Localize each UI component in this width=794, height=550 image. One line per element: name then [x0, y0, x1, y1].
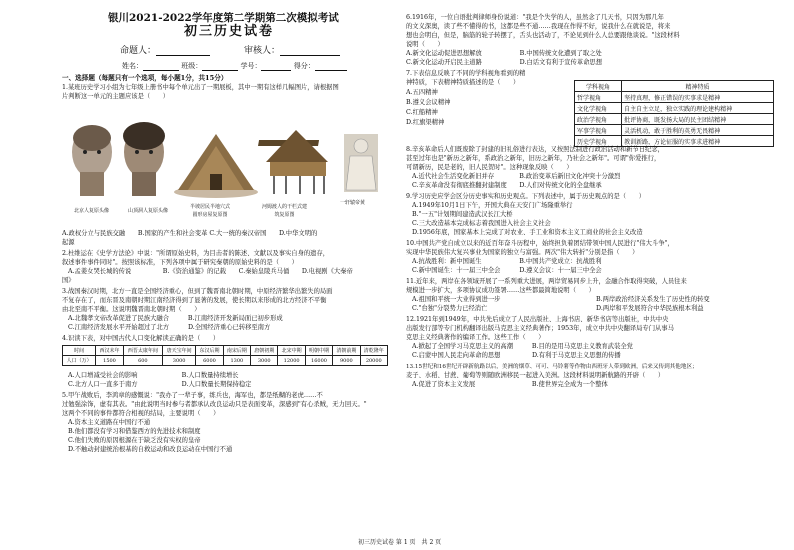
- q12-line-1: 12.1921年到1949年，中共先后成立了人民出版社、上海书店、新华书店等出版社，中共中央: [406, 316, 669, 323]
- q10-line-2: 实现中华民族伟大复兴事业为国家的独立与富强。两次"伟大转折"分别是指（ ）: [406, 249, 639, 256]
- q11-option-d: D.两岸和平发展符合中华民族根本利益: [596, 305, 704, 312]
- q5-line-1: 5.甲午战败后，李鸿章的感慨说："我办了一辈子事，练兵也，海军也，都是纸糊的老虎……不: [62, 392, 323, 399]
- q2-line-2: 叙述事件事件同时"。按照该标准，下列各项中属于研究秦朝的原始史料的是（ ）: [62, 259, 298, 266]
- population-table-row: 人口（万） 1500 600 3000 6000 1300 3000 12000 16000 9000 20000: [63, 356, 388, 366]
- caption-upper-cave-man: 山顶洞人复原头像: [128, 208, 169, 214]
- q12-option-cd: C.启蒙中国人民走向革命的思想 D.有利于马克思主义思想的传播: [412, 352, 621, 359]
- q5-option-a: A.资本主义道路在中国行不通: [68, 419, 151, 426]
- spirit-table-row: 历史学视角 教训新路，方论征服的实事求进精神: [575, 136, 774, 147]
- score-field[interactable]: [315, 62, 347, 71]
- q6-line-3: 想也会明白，但是，脑筋的轮子转摆了，舌头也活动了，不论见到什么人总要跟他谈说。"这段材料: [406, 32, 680, 39]
- q3-line-1: 3.战国秦汉时期，北方一直是全国经济重心，但到了魏晋南北朝时期，中原经济繁华出繁失的局面: [62, 288, 333, 295]
- q9-option-b: B."一五"计划期间建造武汉长江大桥: [412, 211, 513, 218]
- q3-line-3: 由北至南不平衡。这说明魏晋南北朝时期（ ）: [62, 306, 201, 313]
- name-field[interactable]: [143, 62, 179, 71]
- page-footer: 初三历史试卷 第 1 页 共 2 页: [358, 539, 442, 546]
- q10-option-cd: C.新中国诞生：十一届三中全会 D.遵义会议：十一届三中全会: [412, 267, 602, 274]
- q4-option-cd: C.北方人口一直多于南方 D.人口数量长期保持稳定: [68, 381, 252, 388]
- q7-option-a: A.五四精神: [406, 89, 438, 96]
- class-field[interactable]: [202, 62, 238, 71]
- q7-option-c: C.红船精神: [406, 109, 438, 116]
- seat-field[interactable]: [261, 62, 291, 71]
- caption-peking-man: 北京人复原头像: [74, 208, 110, 214]
- q1-line-2: 片判断这一单元的主题应该是（ ）: [62, 93, 170, 100]
- q4-line: 4.识读下表，对中国古代人口变化解读正确的是（ ）: [62, 335, 220, 342]
- population-table: [62, 345, 388, 366]
- huangdi-statue-image: [344, 134, 378, 192]
- reviewer-label: 审核人：: [244, 47, 340, 56]
- q7-option-b: B.遵义会议精神: [406, 99, 451, 106]
- q6-line-1: 6.1916年，一位自语批判律师身份说道："我是个失学的人，虽然念了几天书，只因为那几年: [406, 14, 664, 21]
- q4-option-ab: A.人口增减受社会的影响 B.人口数量持续增长: [68, 372, 239, 379]
- upper-cave-man-head-image: [123, 122, 165, 196]
- spirit-table-row: 哲学视角 坚持真理，修正错误的实事求是精神: [575, 92, 774, 103]
- q9-option-a: A.1949年10月1日下午，开国大典在天安门广场隆重举行: [412, 202, 573, 209]
- spirit-table-row: 文化学视角 自主自主立足，独立实践的理论建构精神: [575, 103, 774, 114]
- section1-heading: 一、选择题（每题只有一个选项，每小题1分，共15分）: [62, 74, 228, 82]
- q6-option-cd: C.新文化运动开启民主道路 D.白话文有利于宣传革命思想: [406, 59, 603, 66]
- q13-line-2: 麦子、水稻、甘蔗、葡萄等则随欧洲移民一起进入美洲。这段材料说明新航路的开辟（ ）: [406, 372, 665, 379]
- q3-line-4: A.北魏孝文帝改革促进了民族大融合 B.江南经济开发新局面已初步形成: [68, 315, 283, 322]
- q10-option-ab: A.抗战胜利：新中国诞生 B.中国共产党成立：抗战胜利: [412, 258, 602, 265]
- q12-option-ab: A.掀起了全国学习马克思主义的高潮 B.目的是用马克思主义教育武装全党: [412, 343, 633, 350]
- q3-line-5: C.江南经济发展水平开始超过了北方 D.全国经济重心已转移至南方: [68, 324, 271, 331]
- q11-option-c: C."台独"分裂势力已经消亡: [412, 305, 488, 312]
- q11-line-1: 11.近年来，两岸在各领域开展了一系列重大进展，两岸贸易同步上升，金融合作取得突破，人员往来: [406, 278, 687, 285]
- q9-line-1: 9.学习历史应学会区分历史事实和历史观点。下列表述中，属于历史观点的是（ ）: [406, 193, 645, 200]
- q1-options: A.政权分立与民族交融 B.国家的产生和社会变革 C.大一统的秦汉帝国 D.中华文明的: [62, 230, 318, 237]
- hemudu-stilt-house-image: [258, 130, 328, 194]
- q1-options-cont: 起源: [62, 239, 75, 246]
- q12-line-3: 克思主义经典著作的编译工作。这些工作（ ）: [406, 334, 545, 341]
- caption-banpo: 半坡居民半地穴式 圆形房屋复原图: [190, 204, 231, 218]
- q5-option-b: B.他们都没有学习和借鉴西方的先进技术和制度: [68, 428, 201, 435]
- caption-hemudu: 河姆渡人的干栏式建 筑复原图: [262, 204, 308, 218]
- q8-line-3: 可谓新历，民是老的，旧人民贺时"。这种现象反映（ ）: [406, 164, 573, 171]
- q2-line-1: 2.杜维运在《史学方法论》中说："所谓原始史料，为目击者的陈述、文献以及事实自身的遗存，: [62, 250, 330, 257]
- q11-line-2: 规模进一步扩大，多项协议成功签署……这些都最简地说明（ ）: [406, 287, 595, 294]
- q5-line-3: 这两个不同的事件都符合相视的结局，主要说明（ ）: [62, 410, 220, 417]
- q7-line-1: 7.下表信息反映了不同的学科视角看到的精: [406, 70, 526, 77]
- spirit-table-header: 学科视角 精神特质: [575, 81, 774, 92]
- q8-line-1: 8.辛亥革命后人们既废除了封建的旧礼俗进行表达，又按照法制进行政治活动和新节日纪念，: [406, 146, 664, 153]
- spirit-table-row: 军事学视角 灵活机动，敢于胜利的英勇无畏精神: [575, 125, 774, 136]
- q8-option-cd: C.辛亥革命没有彻底推翻封建制度 D.人们对传统文化的全盘继承: [412, 182, 602, 189]
- population-table-header: 时间 西汉末年 西晋太康年间 唐天宝年间 东汉后期 南宋后期 唐朝初期 北宋中期 明朝中期 清朝前期 清乾隆年: [63, 346, 388, 356]
- student-info-row: 姓名： 班级： 学号： 得分：: [122, 62, 347, 71]
- banpo-house-image: [174, 134, 258, 198]
- q5-line-2: 过勉强涂饰，虚有其表。"由此说明当时参与者都承认改良运动只是表面变革，深感到"有心杀贼，无力回天。": [62, 401, 367, 408]
- q9-option-d: D.1956年底，国家基本上完成了对农业、手工业和资本主义工商业的社会主义改造: [412, 229, 643, 236]
- q1-line-1: 1.某班历史学习小组为七年级上册书中每个单元出了一期展板，其中一期有这样几幅图片，请根据图: [62, 84, 339, 91]
- q13-line-1: 13.15世纪和16世纪开辟新航路以后，美洲的烟草、可可、马铃薯等作物由西班牙人带到欧洲，后来又传到其他地区；: [406, 364, 698, 370]
- q11-option-a: A.祖国和平统一大业得到进一步: [412, 296, 501, 303]
- q6-line-2: 的文义深奥，读了些不懂得的书，这都是些不通……我现在作得不好，说我什么在就说是，将来: [406, 23, 671, 30]
- q13-option-ab: A.促进了资本主义发展 B.使世界完全成为一个整体: [412, 381, 608, 388]
- spirit-table: [574, 80, 774, 147]
- q10-line-1: 10.中国共产党自成立以来的近百年奋斗历程中，始终担负着团结带领中国人民进行"伟大斗争"，: [406, 240, 674, 247]
- q5-option-d: D.不触动封建统治根基的自救运动和改良运动在中国行不通: [68, 446, 233, 453]
- peking-man-head-image: [72, 125, 112, 196]
- q12-line-2: 出版发行部等专门机构翻译出版马克思主义经典著作；1953年，成立中共中央翻译局专门从事马: [406, 325, 674, 332]
- exam-title: 银川2021-2022学年度第二学期第二次模拟考试: [108, 12, 339, 24]
- q5-option-c: C.他们失败的原因根源在于缺乏没有实权的皇帝: [68, 437, 201, 444]
- q8-line-2: 甚至过年也是"新历之新年，系政治之新年，旧历之新年，乃社会之新年"。可谓"你爱推行，: [406, 155, 661, 162]
- q2-line-3: A.孟姜女哭长城的传说 B.《资治通鉴》的记载 C.秦始皇陵兵马俑 D.电视剧《大秦帝: [68, 268, 353, 275]
- q8-option-ab: A.近代社会生活变化新旧并存 B.政治变革后新旧文化冲突十分激烈: [412, 173, 621, 180]
- q9-option-c: C.三大改造基本完成标志着我国进入社会主义社会: [412, 220, 551, 227]
- q3-line-2: 不复存在了，而东晋及南朝时期江南经济得到了显著的发展，使长期以来形成的北方经济不平衡: [62, 297, 327, 304]
- exam-subtitle: 初三历史试卷: [184, 24, 275, 39]
- q11-option-b: B.两岸政治经济关系发生了历史性的转变: [596, 296, 710, 303]
- q6-line-4: 说明（ ）: [406, 41, 444, 48]
- caption-huangdi: 一轩辕帝黄: [340, 200, 366, 206]
- setter-label: 命题人：: [120, 47, 210, 56]
- q7-line-2: 神特质，下表精神特质描述的是（ ）: [406, 79, 520, 86]
- q2-line-4: 国》: [62, 277, 75, 284]
- q6-option-ab: A.新文化运动促进思想解放 B.中国传统文化遭到了取之处: [406, 50, 602, 57]
- spirit-table-row: 政治学视角 批评协商，既发扬大局的民主团结精神: [575, 114, 774, 125]
- q7-option-d: D.红旗渠精神: [406, 119, 445, 126]
